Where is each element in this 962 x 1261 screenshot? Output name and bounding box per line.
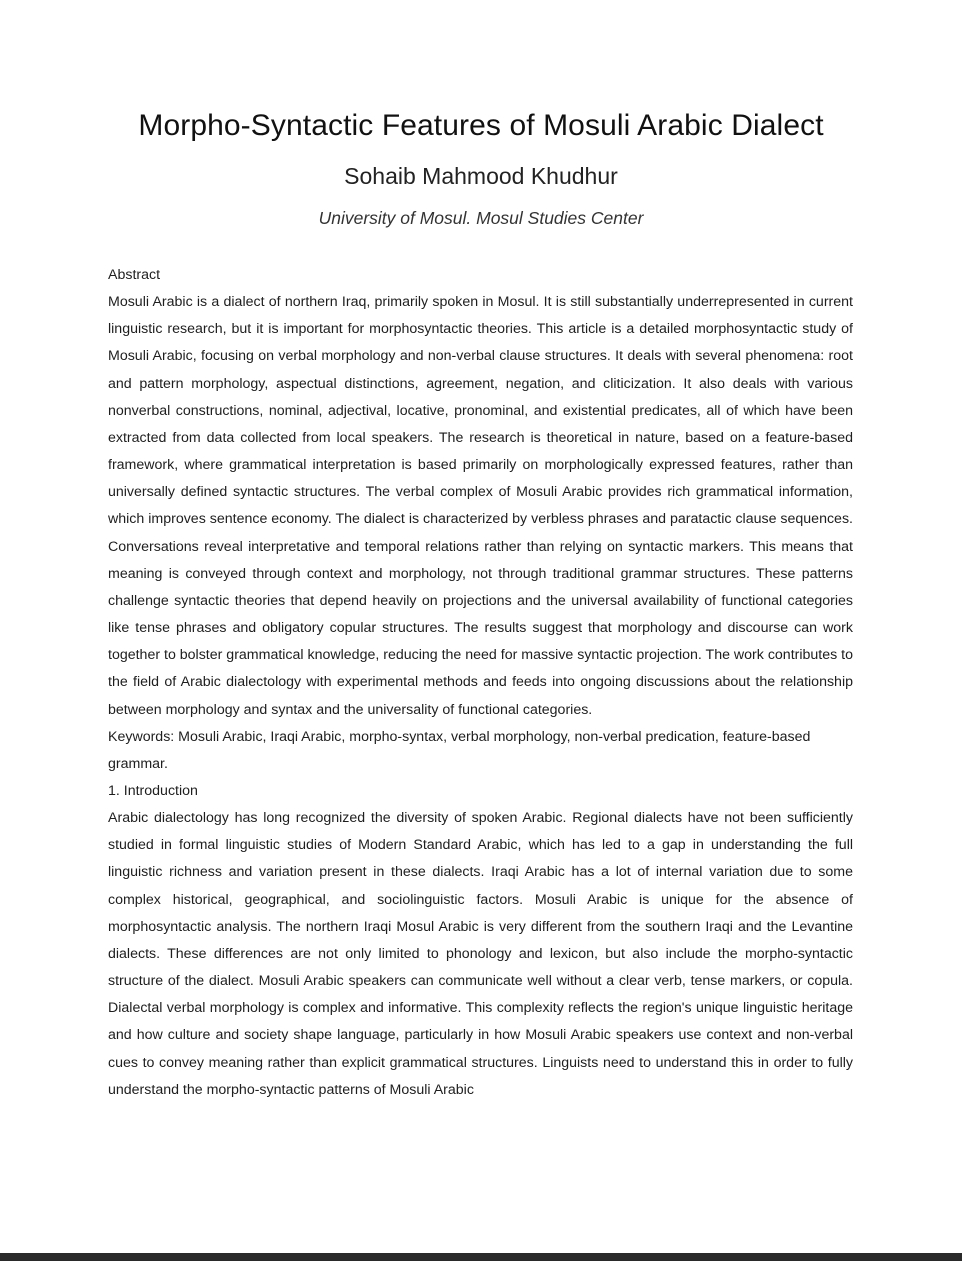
abstract-heading: Abstract xyxy=(108,267,161,283)
section-heading-introduction: 1. Introduction xyxy=(108,782,198,799)
author-affiliation: University of Mosul. Mosul Studies Center xyxy=(318,208,644,228)
author-name: Sohaib Mahmood Khudhur xyxy=(344,163,618,189)
bottom-edge-bar xyxy=(0,1253,962,1261)
abstract-paragraph: Mosuli Arabic is a dialect of northern Iraq, primarily spoken in Mosul. It is still substantially underrepresented in current linguistic research, but it is important for morphosyntactic theories. This article is a detailed morphosyntactic study of Mosuli Arabic, focusing on verbal morphology and non-verbal clause structures. It deals with several phenomena: root and pattern morphology, aspectual distinctions, agreement, negation, and cliticization. It also deals with various nonverbal constructions, nominal, adjectival, locative, pronominal, and existential predicates, all of which have been extracted from data collected from local speakers. The research is theoretical in nature, based on a feature-based framework, where grammatical interpretation is based primarily on morphologically expressed features, rather than universally defined syntactic structures. The verbal complex of Mosuli Arabic provides rich grammatical information, which improves sentence economy. The dialect is characterized by verbless phrases and paratactic clause sequences. Conversations reveal interpretative and temporal relations rather than relying on syntactic markers. This means that meaning is conveyed through context and morphology, not through traditional grammar structures. These patterns challenge syntactic theories that depend heavily on projections and the universal availability of functional categories like tense phrases and obligatory copular structures. The results suggest that morphology and discourse can work together to bolster grammatical knowledge, reducing the need for massive syntactic projection. The work contributes to the field of Arabic dialectology with experimental methods and feeds into ongoing discussions about the relationship between morphology and syntax and the universality of functional categories. xyxy=(108,294,853,718)
keywords-line: Keywords: Mosuli Arabic, Iraqi Arabic, morpho-syntax, verbal morphology, non-verbal predication, feature-based grammar. xyxy=(108,728,811,772)
paper-body xyxy=(108,262,853,1104)
paper-title: Morpho-Syntactic Features of Mosuli Arabic Dialect xyxy=(138,109,824,142)
introduction-paragraph: Arabic dialectology has long recognized the diversity of spoken Arabic. Regional dialects have not been sufficiently studied in formal linguistic studies of Modern Standard Arabic, which has led to a gap in understanding the full linguistic richness and variation present in these dialects. Iraqi Arabic has a lot of internal variation due to some complex historical, geographical, and sociolinguistic factors. Mosuli Arabic is unique for the absence of morphosyntactic analysis. The northern Iraqi Mosul Arabic is very different from the southern Iraqi and the Levantine dialects. These differences are not only limited to phonology and lexicon, but also include the morpho-syntactic structure of the dialect. Mosuli Arabic speakers can communicate well without a clear verb, tense markers, or copula. Dialectal verbal morphology is complex and informative. This complexity reflects the region's unique linguistic heritage and how culture and society shape language, particularly in how Mosuli Arabic speakers use context and non-verbal cues to convey meaning rather than explicit grammatical structures. Linguists need to understand this in order to fully understand the morpho-syntactic patterns of Mosuli Arabic xyxy=(108,810,853,1098)
